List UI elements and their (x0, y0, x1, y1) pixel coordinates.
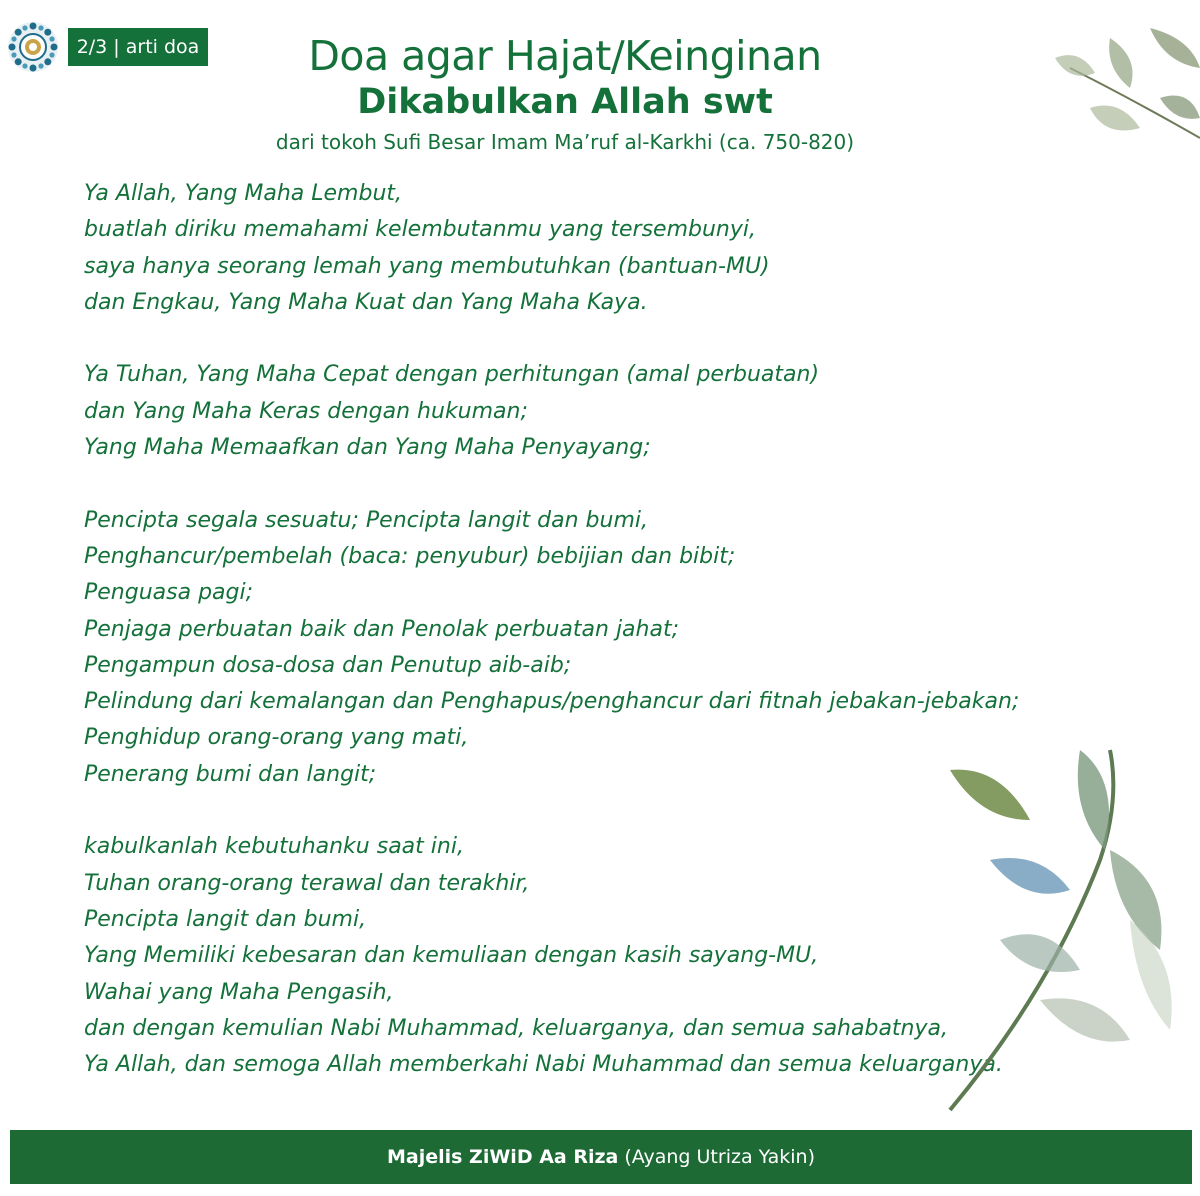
prayer-line: Wahai yang Maha Pengasih, (84, 979, 394, 1005)
prayer-line: dan Engkau, Yang Maha Kuat dan Yang Maha Kaya. (84, 289, 648, 315)
footer-name: Majelis ZiWiD Aa Riza (386, 1146, 619, 1168)
prayer-line: Ya Allah, dan semoga Allah memberkahi Nabi Muhammad dan semua keluarganya. (84, 1052, 1003, 1078)
prayer-line: Penjaga perbuatan baik dan Penolak perbuatan jahat; (84, 616, 679, 642)
prayer-line: Penghidup orang-orang yang mati, (84, 725, 469, 751)
prayer-line: buatlah diriku memahami kelembutanmu yang tersembunyi, (84, 217, 756, 243)
prayer-line: Pengampun dosa-dosa dan Penutup aib-aib; (84, 652, 572, 678)
leaf-branch-icon (930, 740, 1190, 1124)
prayer-line: Penguasa pagi; (84, 580, 254, 606)
prayer-line: Pencipta langit dan bumi, (84, 906, 367, 932)
title-line-1: Doa agar Hajat/Keinginan (308, 32, 822, 80)
stanza (84, 357, 1194, 466)
prayer-line: Pencipta segala sesuatu; Pencipta langit dan bumi, (84, 507, 648, 533)
title-line-2: Dikabulkan Allah swt (357, 82, 773, 122)
stanza (84, 176, 1194, 321)
prayer-line: kabulkanlah kebutuhanku saat ini, (84, 834, 464, 860)
page-tag: 2/3 | arti doa (68, 28, 208, 66)
footer-subname: (Ayang Utriza Yakin) (624, 1146, 815, 1168)
prayer-line: saya hanya seorang lemah yang membutuhkan (bantuan-MU) (84, 253, 770, 279)
leaf-branch-icon (1050, 28, 1200, 167)
footer-bar (10, 1130, 1192, 1184)
prayer-line: Ya Tuhan, Yang Maha Cepat dengan perhitungan (amal perbuatan) (84, 362, 820, 388)
prayer-line: Yang Maha Memaafkan dan Yang Maha Penyayang; (84, 435, 651, 461)
prayer-line: Pelindung dari kemalangan dan Penghapus/penghancur dari fitnah jebakan-jebakan; (84, 689, 1020, 715)
prayer-line: dan Yang Maha Keras dengan hukuman; (84, 398, 528, 424)
prayer-line: Ya Allah, Yang Maha Lembut, (84, 181, 403, 206)
prayer-line: Penghancur/pembelah (baca: penyubur) bebijian dan bibit; (84, 543, 736, 569)
prayer-line: dan dengan kemulian Nabi Muhammad, keluarganya, dan semua sahabatnya, (84, 1015, 948, 1041)
prayer-line: Yang Memiliki kebesaran dan kemuliaan dengan kasih sayang-MU, (84, 943, 819, 969)
prayer-line: Tuhan orang-orang terawal dan terakhir, (84, 870, 530, 896)
prayer-line: Penerang bumi dan langit; (84, 761, 377, 787)
subtitle: dari tokoh Sufi Besar Imam Ma’ruf al-Karkhi (ca. 750-820) (275, 130, 855, 154)
